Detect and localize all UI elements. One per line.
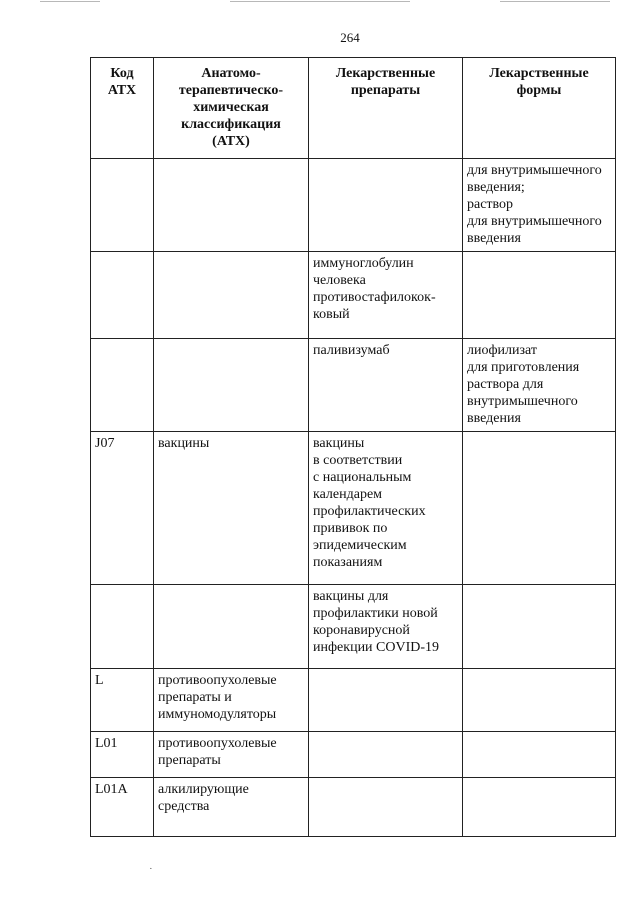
- cell-atx-code: L: [91, 669, 154, 732]
- table-row: [91, 252, 616, 339]
- cell-dosage-form: для внутримышечного введения; раствор для внутримышечного введения: [463, 159, 616, 252]
- cell-atx-code: J07: [91, 432, 154, 585]
- table-row: [91, 339, 616, 432]
- cell-atx-code: [91, 339, 154, 432]
- page-number: 264: [340, 30, 360, 45]
- scan-speck: ˙: [149, 866, 153, 878]
- cell-atx-code: L01A: [91, 778, 154, 837]
- cell-medicine: вакцины для профилактики новой коронавирусной инфекции COVID-19: [309, 585, 463, 669]
- cell-atx-code: [91, 585, 154, 669]
- cell-classification: [154, 159, 309, 252]
- header-atx-classification: Анатомо- терапевтическо- химическая классификация (АТХ): [154, 58, 309, 159]
- cell-classification: противоопухолевые препараты: [154, 732, 309, 778]
- atx-drug-table: [90, 57, 616, 837]
- cell-atx-code: L01: [91, 732, 154, 778]
- cell-classification: [154, 252, 309, 339]
- cell-classification: вакцины: [154, 432, 309, 585]
- cell-atx-code: [91, 252, 154, 339]
- cell-classification: [154, 339, 309, 432]
- header-dosage-forms: Лекарственные формы: [463, 58, 616, 159]
- header-medicines: Лекарственные препараты: [309, 58, 463, 159]
- table-row: [91, 585, 616, 669]
- table-header-row: [91, 58, 616, 159]
- header-atx-code: Код АТХ: [91, 58, 154, 159]
- scan-top-rule-right: [500, 1, 610, 2]
- cell-dosage-form: [463, 778, 616, 837]
- cell-dosage-form: [463, 732, 616, 778]
- cell-classification: [154, 585, 309, 669]
- cell-medicine: паливизумаб: [309, 339, 463, 432]
- scan-top-rule-left: [40, 1, 100, 2]
- cell-medicine: вакцины в соответствии с национальным календарем профилактических прививок по эпидемическим показаниям: [309, 432, 463, 585]
- cell-dosage-form: [463, 432, 616, 585]
- scan-top-rule-middle: [230, 1, 410, 2]
- cell-dosage-form: лиофилизат для приготовления раствора для внутримышечного введения: [463, 339, 616, 432]
- table-row: [91, 159, 616, 252]
- table-row: [91, 778, 616, 837]
- cell-medicine: иммуноглобулин человека противостафилокок- ковый: [309, 252, 463, 339]
- cell-medicine: [309, 778, 463, 837]
- cell-medicine: [309, 159, 463, 252]
- cell-dosage-form: [463, 585, 616, 669]
- table-row: [91, 432, 616, 585]
- cell-atx-code: [91, 159, 154, 252]
- cell-classification: алкилирующие средства: [154, 778, 309, 837]
- cell-classification: противоопухолевые препараты и иммуномодуляторы: [154, 669, 309, 732]
- table-row: [91, 732, 616, 778]
- cell-dosage-form: [463, 252, 616, 339]
- cell-dosage-form: [463, 669, 616, 732]
- table-row: [91, 669, 616, 732]
- cell-medicine: [309, 669, 463, 732]
- cell-medicine: [309, 732, 463, 778]
